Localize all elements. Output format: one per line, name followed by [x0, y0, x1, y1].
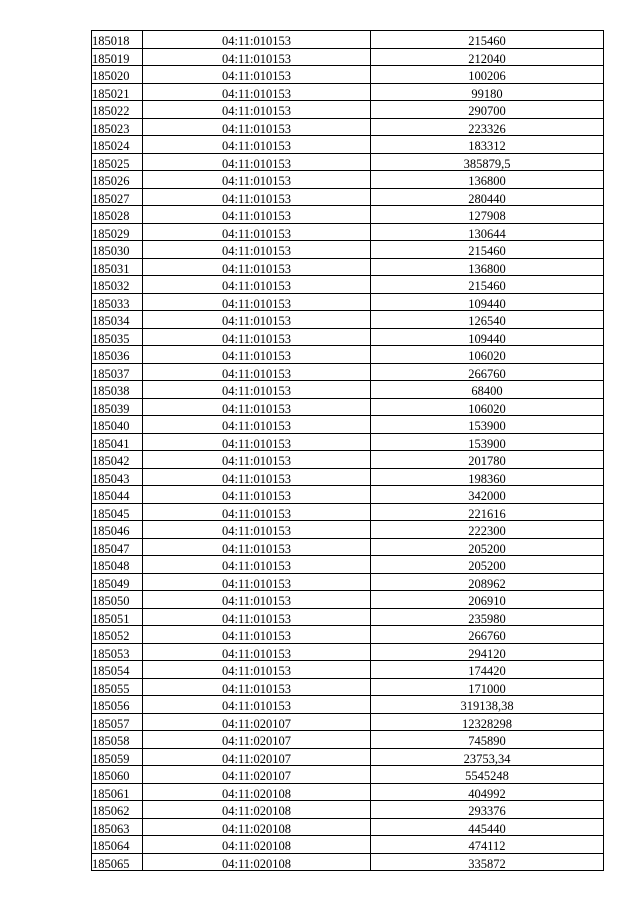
- row-amount-cell: 235980: [371, 608, 604, 626]
- row-code-cell: 04:11:010153: [143, 468, 371, 486]
- row-id-cell: 185057: [92, 713, 143, 731]
- row-code-cell: 04:11:010153: [143, 398, 371, 416]
- table-row: [92, 188, 604, 206]
- row-code-cell: 04:11:010153: [143, 678, 371, 696]
- row-code-cell: 04:11:010153: [143, 696, 371, 714]
- row-amount-cell: 212040: [371, 48, 604, 66]
- row-code-cell: 04:11:010153: [143, 118, 371, 136]
- table-row: [92, 801, 604, 819]
- row-id-cell: 185018: [92, 31, 143, 49]
- row-id-cell: 185023: [92, 118, 143, 136]
- table-row: [92, 451, 604, 469]
- row-id-cell: 185063: [92, 818, 143, 836]
- row-code-cell: 04:11:020108: [143, 836, 371, 854]
- row-id-cell: 185050: [92, 591, 143, 609]
- row-amount-cell: 106020: [371, 398, 604, 416]
- table-row: [92, 101, 604, 119]
- table-row: [92, 486, 604, 504]
- row-amount-cell: 109440: [371, 328, 604, 346]
- data-table: [91, 30, 604, 871]
- row-code-cell: 04:11:010153: [143, 503, 371, 521]
- table-row: [92, 731, 604, 749]
- row-id-cell: 185030: [92, 241, 143, 259]
- table-row: [92, 836, 604, 854]
- table-row: [92, 363, 604, 381]
- row-amount-cell: 290700: [371, 101, 604, 119]
- row-id-cell: 185035: [92, 328, 143, 346]
- table-row: [92, 346, 604, 364]
- row-amount-cell: 208962: [371, 573, 604, 591]
- row-code-cell: 04:11:010153: [143, 31, 371, 49]
- row-code-cell: 04:11:010153: [143, 538, 371, 556]
- row-id-cell: 185022: [92, 101, 143, 119]
- row-id-cell: 185054: [92, 661, 143, 679]
- row-amount-cell: 153900: [371, 433, 604, 451]
- row-id-cell: 185019: [92, 48, 143, 66]
- row-id-cell: 185055: [92, 678, 143, 696]
- row-amount-cell: 215460: [371, 276, 604, 294]
- row-amount-cell: 221616: [371, 503, 604, 521]
- table-row: [92, 696, 604, 714]
- row-code-cell: 04:11:010153: [143, 206, 371, 224]
- row-code-cell: 04:11:010153: [143, 591, 371, 609]
- row-amount-cell: 385879,5: [371, 153, 604, 171]
- table-row: [92, 311, 604, 329]
- row-code-cell: 04:11:010153: [143, 363, 371, 381]
- row-code-cell: 04:11:020108: [143, 783, 371, 801]
- row-amount-cell: 404992: [371, 783, 604, 801]
- table-row: [92, 818, 604, 836]
- table-row: [92, 118, 604, 136]
- row-amount-cell: 745890: [371, 731, 604, 749]
- row-amount-cell: 206910: [371, 591, 604, 609]
- row-amount-cell: 198360: [371, 468, 604, 486]
- row-id-cell: 185060: [92, 766, 143, 784]
- row-amount-cell: 293376: [371, 801, 604, 819]
- table-row: [92, 136, 604, 154]
- row-amount-cell: 99180: [371, 83, 604, 101]
- row-id-cell: 185032: [92, 276, 143, 294]
- row-id-cell: 185031: [92, 258, 143, 276]
- row-amount-cell: 136800: [371, 258, 604, 276]
- row-id-cell: 185041: [92, 433, 143, 451]
- row-id-cell: 185021: [92, 83, 143, 101]
- row-code-cell: 04:11:010153: [143, 101, 371, 119]
- row-id-cell: 185046: [92, 521, 143, 539]
- row-amount-cell: 183312: [371, 136, 604, 154]
- table-row: [92, 153, 604, 171]
- row-amount-cell: 171000: [371, 678, 604, 696]
- table-row: [92, 328, 604, 346]
- row-amount-cell: 280440: [371, 188, 604, 206]
- row-code-cell: 04:11:010153: [143, 311, 371, 329]
- row-id-cell: 185047: [92, 538, 143, 556]
- row-amount-cell: 127908: [371, 206, 604, 224]
- table-row: [92, 293, 604, 311]
- row-id-cell: 185040: [92, 416, 143, 434]
- row-id-cell: 185026: [92, 171, 143, 189]
- table-row: [92, 853, 604, 871]
- row-id-cell: 185051: [92, 608, 143, 626]
- row-amount-cell: 474112: [371, 836, 604, 854]
- row-amount-cell: 266760: [371, 363, 604, 381]
- row-code-cell: 04:11:020108: [143, 801, 371, 819]
- row-code-cell: 04:11:010153: [143, 661, 371, 679]
- row-id-cell: 185062: [92, 801, 143, 819]
- row-id-cell: 185042: [92, 451, 143, 469]
- row-code-cell: 04:11:010153: [143, 223, 371, 241]
- row-id-cell: 185044: [92, 486, 143, 504]
- row-id-cell: 185058: [92, 731, 143, 749]
- row-code-cell: 04:11:010153: [143, 241, 371, 259]
- row-code-cell: 04:11:010153: [143, 293, 371, 311]
- row-code-cell: 04:11:010153: [143, 643, 371, 661]
- row-id-cell: 185065: [92, 853, 143, 871]
- row-id-cell: 185033: [92, 293, 143, 311]
- table-row: [92, 783, 604, 801]
- row-amount-cell: 100206: [371, 66, 604, 84]
- row-id-cell: 185020: [92, 66, 143, 84]
- table-row: [92, 416, 604, 434]
- row-code-cell: 04:11:010153: [143, 626, 371, 644]
- row-amount-cell: 342000: [371, 486, 604, 504]
- row-code-cell: 04:11:010153: [143, 608, 371, 626]
- table-row: [92, 381, 604, 399]
- row-code-cell: 04:11:020107: [143, 731, 371, 749]
- table-row: [92, 521, 604, 539]
- row-id-cell: 185038: [92, 381, 143, 399]
- row-amount-cell: 294120: [371, 643, 604, 661]
- row-id-cell: 185064: [92, 836, 143, 854]
- row-amount-cell: 109440: [371, 293, 604, 311]
- table-row: [92, 66, 604, 84]
- row-id-cell: 185049: [92, 573, 143, 591]
- row-amount-cell: 201780: [371, 451, 604, 469]
- table-row: [92, 276, 604, 294]
- row-code-cell: 04:11:010153: [143, 171, 371, 189]
- row-amount-cell: 126540: [371, 311, 604, 329]
- row-code-cell: 04:11:020107: [143, 713, 371, 731]
- row-id-cell: 185027: [92, 188, 143, 206]
- table-row: [92, 608, 604, 626]
- row-id-cell: 185036: [92, 346, 143, 364]
- table-row: [92, 206, 604, 224]
- table-row: [92, 468, 604, 486]
- row-amount-cell: 205200: [371, 556, 604, 574]
- row-amount-cell: 23753,34: [371, 748, 604, 766]
- table-row: [92, 748, 604, 766]
- row-id-cell: 185028: [92, 206, 143, 224]
- table-body: [92, 31, 604, 871]
- row-id-cell: 185061: [92, 783, 143, 801]
- table-row: [92, 223, 604, 241]
- row-id-cell: 185029: [92, 223, 143, 241]
- row-amount-cell: 335872: [371, 853, 604, 871]
- row-code-cell: 04:11:010153: [143, 433, 371, 451]
- row-id-cell: 185053: [92, 643, 143, 661]
- row-amount-cell: 68400: [371, 381, 604, 399]
- row-amount-cell: 5545248: [371, 766, 604, 784]
- row-code-cell: 04:11:010153: [143, 83, 371, 101]
- table-row: [92, 48, 604, 66]
- row-id-cell: 185045: [92, 503, 143, 521]
- table-row: [92, 591, 604, 609]
- table-row: [92, 31, 604, 49]
- table-row: [92, 626, 604, 644]
- table-row: [92, 433, 604, 451]
- row-amount-cell: 174420: [371, 661, 604, 679]
- row-code-cell: 04:11:020108: [143, 818, 371, 836]
- row-code-cell: 04:11:010153: [143, 153, 371, 171]
- table-row: [92, 643, 604, 661]
- row-id-cell: 185048: [92, 556, 143, 574]
- table-row: [92, 766, 604, 784]
- row-amount-cell: 445440: [371, 818, 604, 836]
- row-code-cell: 04:11:020107: [143, 766, 371, 784]
- row-code-cell: 04:11:010153: [143, 66, 371, 84]
- row-amount-cell: 106020: [371, 346, 604, 364]
- row-code-cell: 04:11:010153: [143, 258, 371, 276]
- table-row: [92, 398, 604, 416]
- row-code-cell: 04:11:010153: [143, 346, 371, 364]
- row-id-cell: 185039: [92, 398, 143, 416]
- row-amount-cell: 222300: [371, 521, 604, 539]
- row-code-cell: 04:11:010153: [143, 486, 371, 504]
- row-amount-cell: 136800: [371, 171, 604, 189]
- row-id-cell: 185043: [92, 468, 143, 486]
- row-amount-cell: 130644: [371, 223, 604, 241]
- row-code-cell: 04:11:010153: [143, 328, 371, 346]
- row-amount-cell: 215460: [371, 241, 604, 259]
- row-code-cell: 04:11:010153: [143, 381, 371, 399]
- table-row: [92, 241, 604, 259]
- table-row: [92, 661, 604, 679]
- table-row: [92, 258, 604, 276]
- row-id-cell: 185034: [92, 311, 143, 329]
- row-code-cell: 04:11:020108: [143, 853, 371, 871]
- row-id-cell: 185052: [92, 626, 143, 644]
- table-row: [92, 171, 604, 189]
- row-amount-cell: 223326: [371, 118, 604, 136]
- table-row: [92, 503, 604, 521]
- row-code-cell: 04:11:010153: [143, 573, 371, 591]
- row-amount-cell: 12328298: [371, 713, 604, 731]
- row-amount-cell: 215460: [371, 31, 604, 49]
- row-code-cell: 04:11:010153: [143, 451, 371, 469]
- row-code-cell: 04:11:010153: [143, 188, 371, 206]
- table-row: [92, 556, 604, 574]
- row-code-cell: 04:11:010153: [143, 276, 371, 294]
- row-code-cell: 04:11:010153: [143, 48, 371, 66]
- table-row: [92, 573, 604, 591]
- row-id-cell: 185059: [92, 748, 143, 766]
- table-row: [92, 83, 604, 101]
- row-code-cell: 04:11:010153: [143, 556, 371, 574]
- row-amount-cell: 153900: [371, 416, 604, 434]
- row-code-cell: 04:11:010153: [143, 521, 371, 539]
- row-code-cell: 04:11:010153: [143, 416, 371, 434]
- row-id-cell: 185037: [92, 363, 143, 381]
- row-id-cell: 185056: [92, 696, 143, 714]
- row-id-cell: 185025: [92, 153, 143, 171]
- table-row: [92, 678, 604, 696]
- row-code-cell: 04:11:020107: [143, 748, 371, 766]
- row-code-cell: 04:11:010153: [143, 136, 371, 154]
- table-row: [92, 538, 604, 556]
- table-row: [92, 713, 604, 731]
- row-amount-cell: 266760: [371, 626, 604, 644]
- row-amount-cell: 319138,38: [371, 696, 604, 714]
- row-amount-cell: 205200: [371, 538, 604, 556]
- row-id-cell: 185024: [92, 136, 143, 154]
